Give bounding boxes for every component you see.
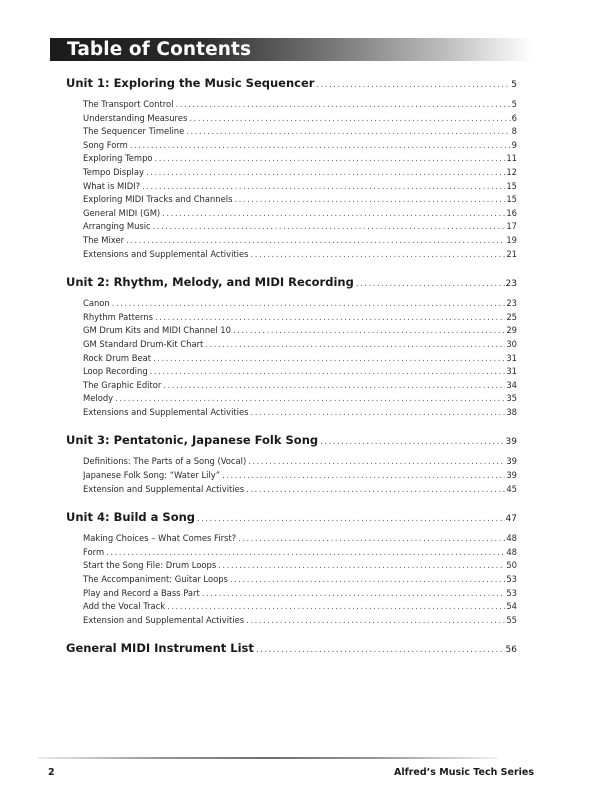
entry-page-number: 9 — [511, 139, 517, 150]
entry-page-number: 17 — [506, 221, 517, 232]
dot-leader — [246, 484, 505, 497]
toc-unit — [66, 508, 517, 627]
toc-entry[interactable] — [83, 152, 517, 166]
toc-unit — [66, 639, 517, 657]
dot-leader — [251, 407, 506, 420]
footer-series-title: Alfred’s Music Tech Series — [394, 767, 534, 778]
toc-entry[interactable] — [83, 379, 517, 393]
entry-title: Making Choices – What Comes First? — [83, 533, 237, 544]
dot-leader — [155, 153, 506, 166]
entry-page-number: 34 — [506, 379, 517, 390]
entry-title: GM Standard Drum-Kit Chart — [83, 338, 204, 349]
dot-leader — [155, 312, 505, 325]
dot-leader — [106, 547, 505, 560]
toc-entry[interactable] — [83, 234, 517, 248]
dot-leader — [218, 560, 505, 573]
entry-title: Definitions: The Parts of a Song (Vocal) — [83, 456, 247, 467]
dot-leader — [197, 510, 505, 526]
entry-page-number: 16 — [506, 207, 517, 218]
entry-title: General MIDI (GM) — [83, 207, 161, 218]
entry-title: Rhythm Patterns — [83, 311, 153, 322]
entry-page-number: 15 — [506, 180, 517, 191]
dot-leader — [356, 275, 505, 291]
entry-page-number: 53 — [506, 587, 517, 598]
dot-leader — [251, 249, 506, 262]
entry-page-number: 35 — [506, 393, 517, 404]
toc-entry[interactable] — [83, 207, 517, 221]
entry-title: What is MIDI? — [83, 180, 141, 191]
dot-leader — [153, 221, 506, 234]
entry-page-number: 50 — [506, 560, 517, 571]
toc-entry[interactable] — [83, 365, 517, 379]
toc-unit — [66, 431, 517, 496]
unit-title: Unit 2: Rhythm, Melody, and MIDI Recording — [66, 275, 354, 290]
entry-title: Understanding Measures — [83, 112, 188, 123]
entry-title: The Transport Control — [83, 99, 174, 109]
entry-page-number: 21 — [506, 248, 517, 259]
entry-title: Tempo Display — [83, 166, 144, 177]
entry-title: Extensions and Supplemental Activities — [83, 406, 249, 417]
table-of-contents — [66, 74, 517, 669]
unit-title: Unit 4: Build a Song — [66, 510, 196, 525]
entry-page-number: 31 — [506, 366, 517, 377]
entry-title: Extensions and Supplemental Activities — [83, 248, 249, 259]
entry-title: Song Form — [83, 139, 128, 150]
entry-page-number: 55 — [506, 614, 517, 625]
dot-leader — [202, 588, 506, 601]
toc-entry[interactable] — [83, 483, 517, 497]
entry-page-number: 11 — [506, 153, 517, 164]
toc-entry[interactable] — [83, 125, 517, 139]
toc-entry[interactable] — [83, 193, 517, 207]
dot-leader — [316, 76, 510, 92]
page-title: Table of Contents — [67, 39, 252, 60]
dot-leader — [115, 393, 505, 406]
entry-page-number: 19 — [506, 234, 517, 245]
entry-title: Loop Recording — [83, 366, 148, 377]
entry-title: Extension and Supplemental Activities — [83, 614, 245, 625]
dot-leader — [234, 194, 505, 207]
title-bar — [50, 38, 532, 61]
toc-entry[interactable] — [83, 248, 517, 262]
unit-page-number: 39 — [505, 437, 517, 448]
dot-leader — [162, 208, 505, 221]
entry-title: The Sequencer Timeline — [83, 126, 185, 137]
entry-title: The Mixer — [83, 234, 125, 245]
entry-title: Form — [83, 546, 105, 557]
entry-title: Start the Song File: Drum Loops — [83, 560, 217, 571]
unit-page-number: 56 — [505, 645, 517, 656]
toc-entry[interactable] — [83, 166, 517, 180]
toc-entry[interactable] — [83, 573, 517, 587]
dot-leader — [186, 126, 510, 139]
entry-title: Add the Vocal Track — [83, 601, 166, 612]
dot-leader — [150, 366, 506, 379]
entry-page-number: 5 — [511, 99, 517, 109]
entry-page-number: 48 — [506, 533, 517, 544]
toc-entry[interactable] — [83, 139, 517, 153]
toc-entry[interactable] — [83, 297, 517, 311]
entry-page-number: 25 — [506, 311, 517, 322]
entry-page-number: 48 — [506, 546, 517, 557]
dot-leader — [112, 298, 506, 311]
entry-page-number: 15 — [506, 194, 517, 205]
toc-entry[interactable] — [83, 180, 517, 194]
dot-leader — [175, 99, 510, 112]
dot-leader — [126, 235, 505, 248]
toc-unit-heading[interactable] — [66, 273, 517, 291]
toc-unit — [66, 273, 517, 419]
toc-entry[interactable] — [83, 600, 517, 614]
unit-page-number: 5 — [511, 80, 517, 90]
footer-divider — [38, 757, 498, 759]
entry-page-number: 54 — [506, 601, 517, 612]
dot-leader — [163, 380, 505, 393]
dot-leader — [233, 325, 505, 338]
dot-leader — [205, 339, 505, 352]
entry-page-number: 23 — [506, 298, 517, 309]
unit-page-number: 47 — [505, 514, 517, 525]
toc-entry[interactable] — [83, 469, 517, 483]
entry-page-number: 6 — [511, 112, 517, 123]
toc-unit-heading[interactable] — [66, 74, 517, 92]
entry-page-number: 8 — [511, 126, 517, 137]
entry-title: GM Drum Kits and MIDI Channel 10 — [83, 325, 231, 336]
entry-page-number: 30 — [506, 338, 517, 349]
unit-page-number: 23 — [505, 279, 517, 290]
entry-title: The Graphic Editor — [83, 379, 162, 390]
toc-entry[interactable] — [83, 392, 517, 406]
toc-entry[interactable] — [83, 532, 517, 546]
toc-entry[interactable] — [83, 324, 517, 338]
entry-title: Play and Record a Bass Part — [83, 587, 200, 598]
dot-leader — [238, 533, 505, 546]
entry-title: Exploring MIDI Tracks and Channels — [83, 194, 233, 205]
entry-page-number: 53 — [506, 574, 517, 585]
toc-unit-heading[interactable] — [66, 639, 517, 657]
entry-page-number: 31 — [506, 352, 517, 363]
footer-page-number: 2 — [48, 767, 55, 778]
unit-title: Unit 1: Exploring the Music Sequencer — [66, 76, 315, 90]
toc-entry[interactable] — [83, 352, 517, 366]
dot-leader — [230, 574, 505, 587]
entry-page-number: 12 — [506, 166, 517, 177]
toc-unit-heading[interactable] — [66, 431, 517, 449]
dot-leader — [153, 353, 505, 366]
dot-leader — [222, 470, 505, 483]
entry-title: Melody — [83, 393, 114, 404]
dot-leader — [246, 615, 505, 628]
entry-page-number: 39 — [506, 470, 517, 481]
entry-title: Canon — [83, 298, 110, 309]
toc-entry[interactable] — [83, 338, 517, 352]
toc-entry[interactable] — [83, 455, 517, 469]
dot-leader — [146, 167, 505, 180]
entry-page-number: 39 — [506, 456, 517, 467]
toc-entry[interactable] — [83, 559, 517, 573]
toc-entry[interactable] — [83, 406, 517, 420]
toc-unit — [66, 74, 517, 261]
unit-title: Unit 3: Pentatonic, Japanese Folk Song — [66, 433, 319, 448]
entry-title: The Accompaniment: Guitar Loops — [83, 574, 228, 585]
entry-page-number: 45 — [506, 483, 517, 494]
entry-title: Japanese Folk Song: “Water Lily” — [83, 470, 221, 481]
toc-entry[interactable] — [83, 98, 517, 112]
dot-leader — [256, 641, 505, 657]
dot-leader — [189, 113, 510, 126]
dot-leader — [142, 181, 505, 194]
dot-leader — [248, 456, 505, 469]
dot-leader — [167, 601, 505, 614]
entry-title: Rock Drum Beat — [83, 352, 152, 363]
toc-entry[interactable] — [83, 587, 517, 601]
toc-entry[interactable] — [83, 311, 517, 325]
entry-title: Arranging Music — [83, 221, 151, 232]
unit-title: General MIDI Instrument List — [66, 641, 254, 656]
dot-leader — [320, 433, 504, 449]
toc-unit-heading[interactable] — [66, 508, 517, 526]
entry-title: Extension and Supplemental Activities — [83, 483, 245, 494]
entry-page-number: 38 — [506, 406, 517, 417]
toc-entry[interactable] — [83, 112, 517, 126]
toc-entry[interactable] — [83, 220, 517, 234]
toc-entry[interactable] — [83, 546, 517, 560]
toc-entry[interactable] — [83, 614, 517, 628]
dot-leader — [130, 140, 511, 153]
entry-title: Exploring Tempo — [83, 153, 153, 164]
entry-page-number: 29 — [506, 325, 517, 336]
